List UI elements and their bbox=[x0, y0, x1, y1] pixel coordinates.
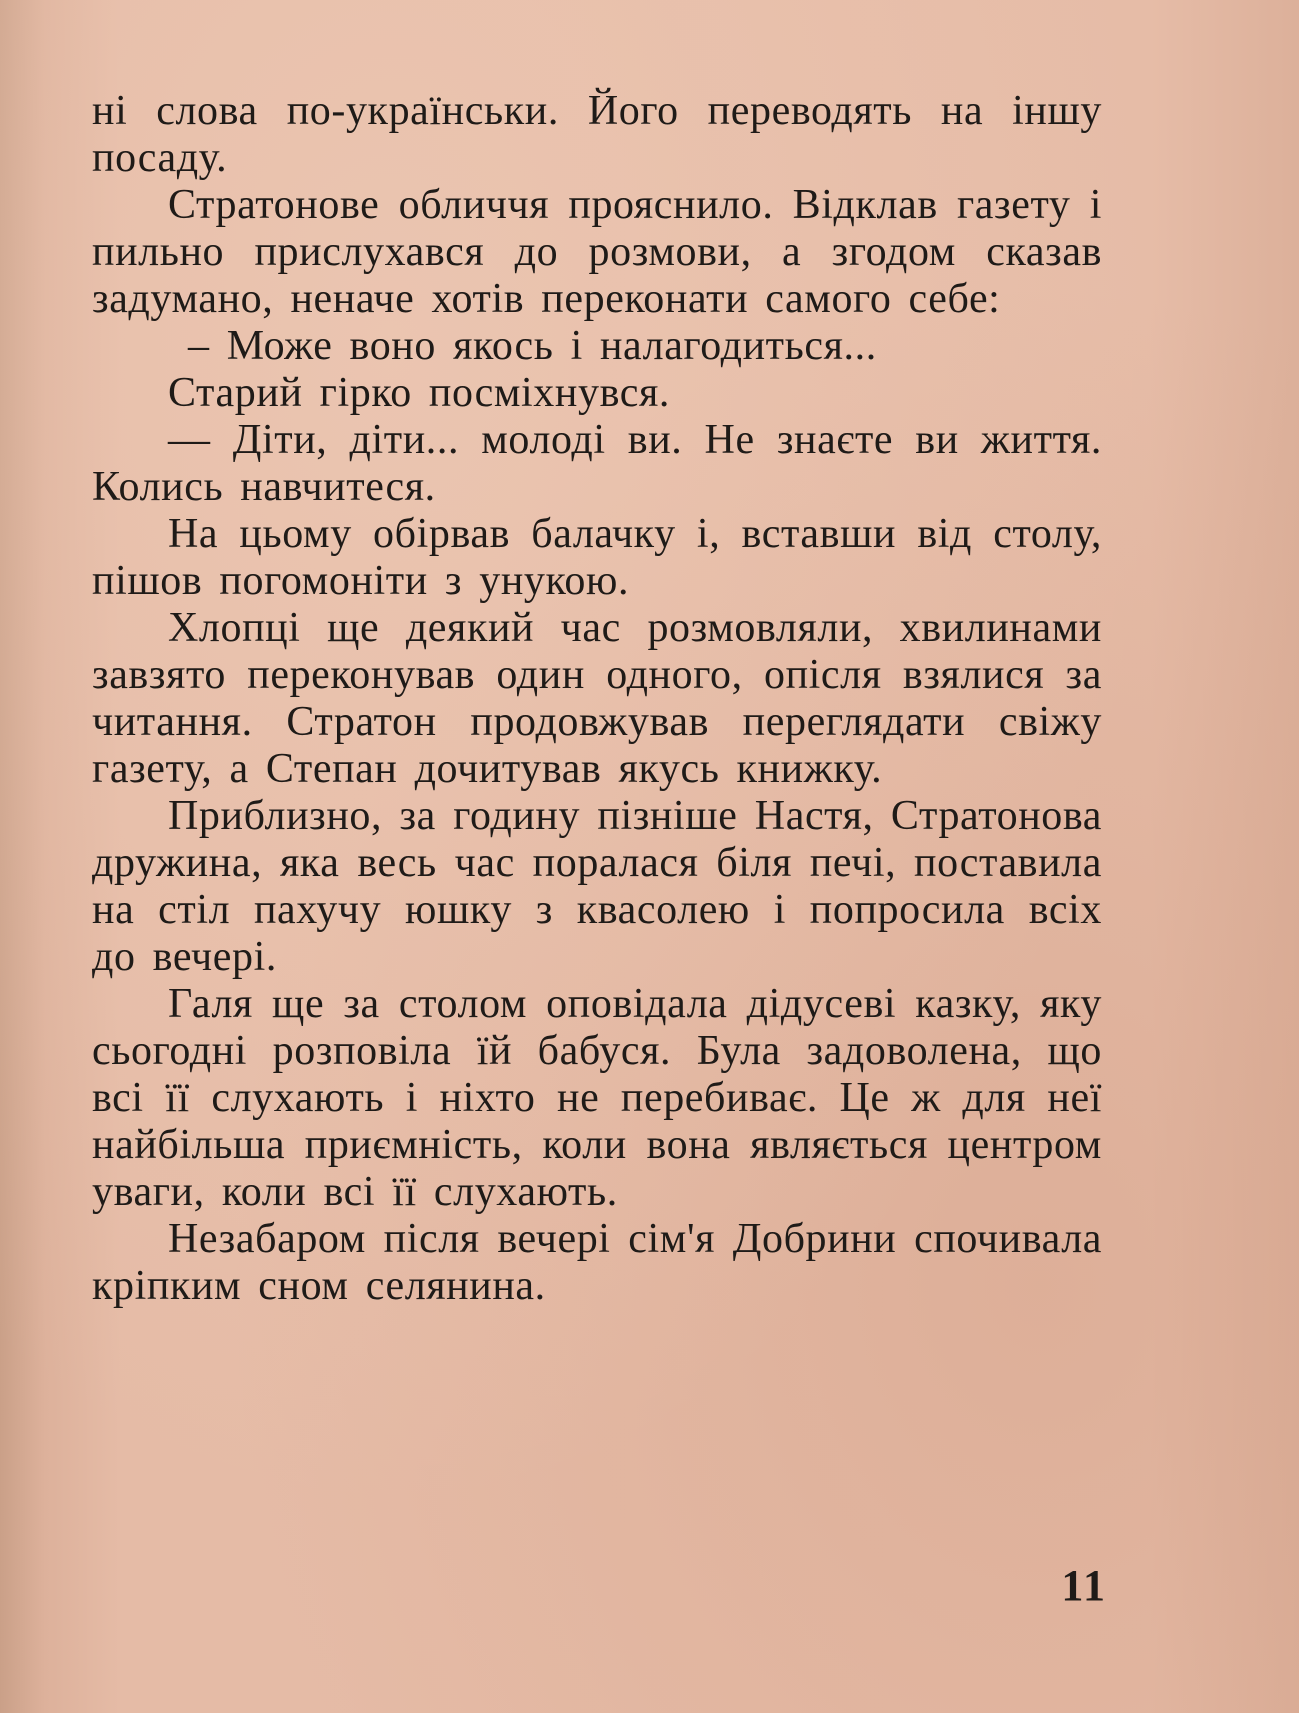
paragraph: Галя ще за столом оповідала дідусеві казку, яку сьогодні розповіла їй бабуся. Була задоволена, що всі її слухають і ніхто не перебиває. Це ж для неї найбільша приємність, коли вона являється центром уваги, коли всі її слухають. bbox=[92, 981, 1102, 1215]
paragraph: Старий гірко посміхнувся. bbox=[168, 370, 671, 416]
dialogue-line: — Діти, діти... молоді ви. Не знаєте ви життя. Колись навчитеся. bbox=[92, 417, 1102, 510]
page-body-text bbox=[92, 88, 1102, 1310]
page-number: 11 bbox=[1061, 1561, 1107, 1610]
paragraph: Хлопці ще деякий час розмовляли, хвилинами завзято переконував один одного, опісля взялися за читання. Стратон продовжував переглядати свіжу газету, а Степан дочитував якусь книжку. bbox=[92, 605, 1102, 792]
paragraph: Незабаром після вечері сім'я Добрини спочивала кріпким сном селянина. bbox=[92, 1216, 1102, 1309]
paragraph: Приблизно, за годину пізніше Настя, Стратонова дружина, яка весь час поралася біля печі, поставила на стіл пахучу юшку з квасолею і попросила всіх до вечері. bbox=[92, 793, 1102, 980]
dialogue-line: – Може воно якось і налагодиться... bbox=[188, 323, 877, 369]
paragraph: На цьому обірвав балачку і, вставши від столу, пішов погомоніти з унукою. bbox=[92, 511, 1102, 604]
paragraph: Стратонове обличчя прояснило. Відклав газету і пильно прислухався до розмови, а згодом сказав задумано, неначе хотів переконати самого себе: bbox=[92, 182, 1102, 322]
paragraph-continuation: ні слова по-українськи. Його переводять на іншу посаду. bbox=[92, 88, 1102, 181]
